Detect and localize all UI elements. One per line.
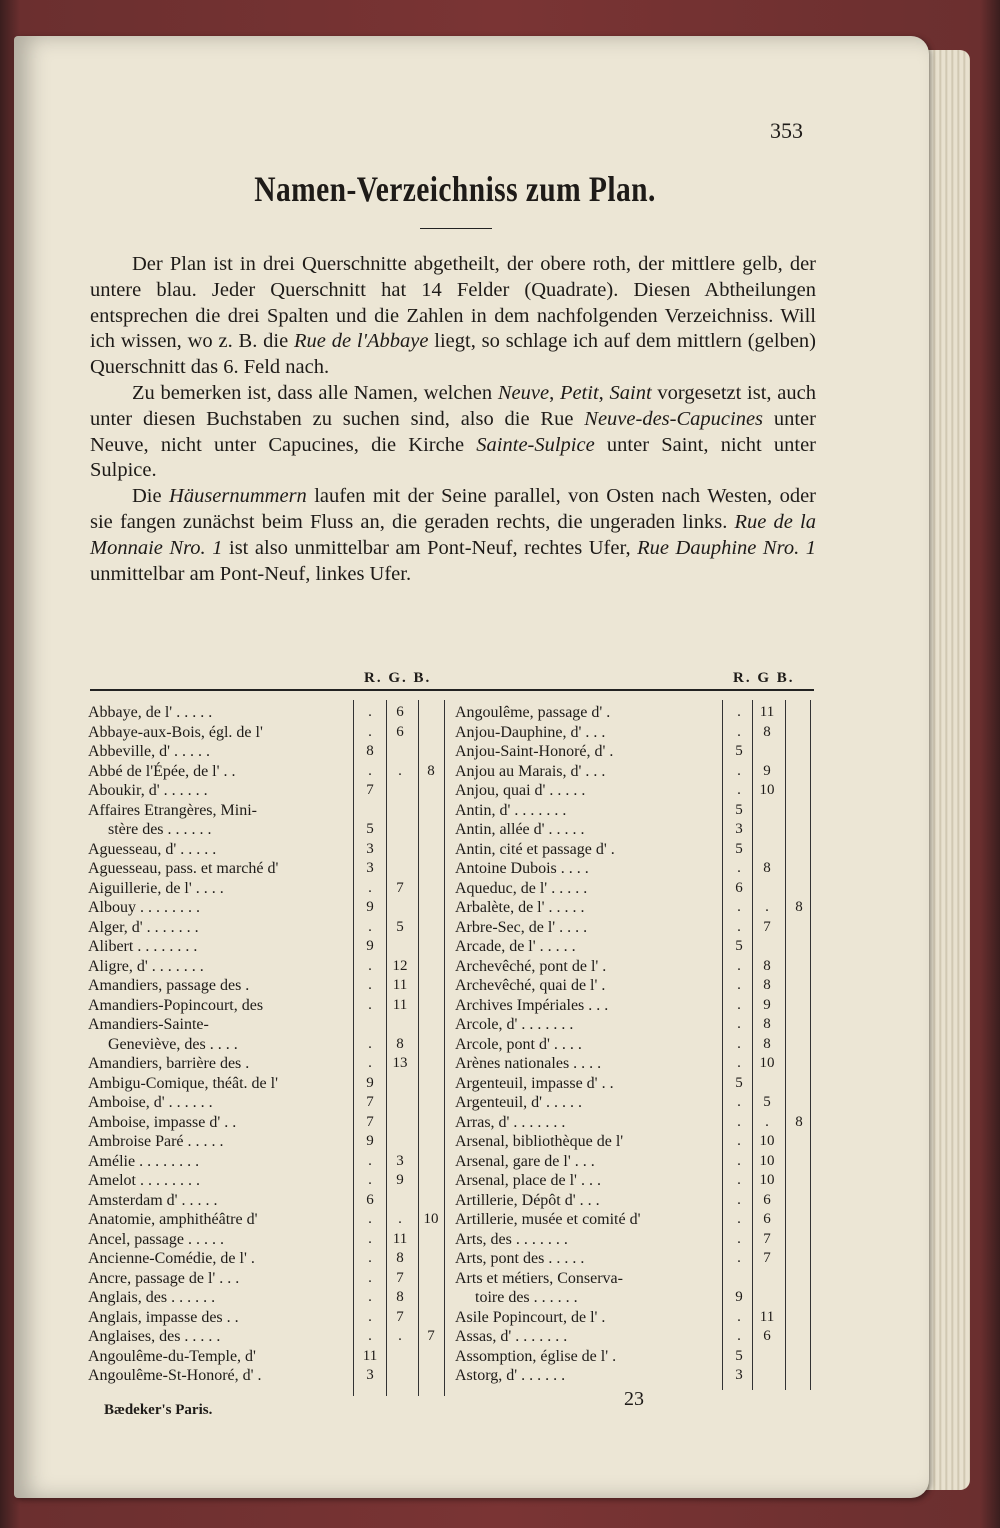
- entry-g-value: 6: [763, 1191, 771, 1208]
- column-rule: [418, 700, 419, 1396]
- column-rule: [386, 700, 387, 1396]
- entry-r-value: 5: [366, 821, 374, 837]
- intro-text-run: Zu bemerken ist, dass alle Namen, welchen: [132, 381, 498, 404]
- index-entry: [88, 1210, 448, 1230]
- entry-name: Abbaye-aux-Bois, égl. de l': [88, 723, 263, 741]
- entry-name: Asile Popincourt, de l' .: [455, 1308, 606, 1326]
- index-entry: [455, 1152, 815, 1172]
- entry-g-value: 12: [392, 957, 408, 974]
- index-entry: [88, 1230, 448, 1250]
- index-entry: [455, 1054, 815, 1074]
- index-entry: [88, 859, 448, 879]
- entry-r-value: .: [737, 704, 741, 720]
- entry-r-value: 5: [735, 801, 743, 818]
- index-entry: [455, 1113, 815, 1133]
- index-entry: [455, 898, 815, 918]
- entry-r-value: .: [368, 1250, 372, 1266]
- index-entry: [88, 1132, 448, 1152]
- entry-name: Amelot . . . . . . . .: [88, 1172, 200, 1189]
- entry-name: Arsenal, place de l' . . .: [455, 1172, 601, 1189]
- entry-r-value: .: [737, 918, 741, 935]
- right-index-column: [455, 703, 815, 1386]
- index-entry: [88, 1269, 448, 1289]
- intro-text-run: vorgesetzt ist, auch unter diesen Buchstaben zu suchen sind, also die Rue: [90, 381, 816, 430]
- entry-name: Assas, d' . . . . . . .: [455, 1328, 568, 1345]
- index-entry: [455, 1210, 815, 1230]
- table-top-rule: [90, 689, 814, 691]
- entry-g-value: .: [398, 762, 402, 779]
- entry-g-value: 8: [396, 1289, 404, 1305]
- entry-r-value: 8: [366, 743, 374, 759]
- entry-r-value: .: [737, 977, 741, 993]
- entry-r-value: .: [368, 918, 372, 935]
- index-entry: [455, 1327, 815, 1347]
- index-entry: [88, 1074, 448, 1094]
- entry-g-value: .: [765, 899, 769, 915]
- entry-r-value: .: [368, 1172, 372, 1188]
- entry-name: Arras, d' . . . . . . .: [455, 1113, 566, 1131]
- intro-paragraph: [90, 381, 816, 484]
- entry-r-value: .: [368, 1055, 372, 1071]
- entry-r-value: .: [737, 996, 741, 1013]
- entry-r-value: .: [368, 1269, 372, 1286]
- entry-name: Ambroise Paré . . . . .: [88, 1133, 224, 1150]
- column-rule: [810, 700, 811, 1390]
- intro-italic-run: Neuve: [497, 381, 550, 404]
- entry-g-value: 8: [763, 1016, 771, 1032]
- entry-name: Aguesseau, pass. et marché d': [88, 860, 279, 877]
- intro-text-run: unter Saint, nicht unter Sulpice.: [90, 433, 817, 482]
- index-entry: [88, 1113, 448, 1133]
- index-entry: [455, 1249, 815, 1269]
- index-entry: [455, 1015, 815, 1035]
- entry-g-value: 6: [763, 1328, 771, 1344]
- entry-r-value: .: [737, 1172, 741, 1188]
- entry-name: Anatomie, amphithéâtre d': [88, 1211, 258, 1228]
- entry-name: Affaires Etrangères, Mini-: [88, 801, 257, 819]
- entry-r-value: 3: [366, 1367, 374, 1383]
- entry-b-value: 7: [427, 1328, 435, 1344]
- entry-name: Angoulême-St-Honoré, d' .: [88, 1367, 262, 1384]
- entry-name: Artillerie, Dépôt d' . . .: [455, 1191, 600, 1209]
- index-entry: [88, 1152, 448, 1172]
- entry-name: Aiguillerie, de l' . . . .: [88, 879, 224, 897]
- entry-name: Abbé de l'Épée, de l' . .: [88, 762, 236, 780]
- column-rule: [752, 700, 753, 1390]
- entry-name: Arts et métiers, Conserva-: [455, 1269, 623, 1287]
- entry-g-value: 10: [759, 782, 775, 798]
- entry-r-value: .: [737, 1035, 741, 1052]
- index-entry: [88, 762, 448, 782]
- index-entry: [88, 976, 448, 996]
- entry-name: Ambigu-Comique, théât. de l': [88, 1074, 278, 1092]
- index-entry: [455, 723, 815, 743]
- index-entry: [455, 937, 815, 957]
- index-entry: [88, 918, 448, 938]
- entry-name: Arbre-Sec, de l' . . . .: [455, 918, 588, 936]
- entry-name: Arts, des . . . . . . .: [455, 1230, 568, 1248]
- entry-r-value: 7: [366, 1113, 374, 1130]
- index-entry: [88, 898, 448, 918]
- index-entry: [455, 781, 815, 801]
- column-header-right: R. G B.: [733, 670, 795, 686]
- index-entry: [455, 1171, 815, 1191]
- entry-g-value: 6: [763, 1211, 771, 1227]
- index-entry: [455, 801, 815, 821]
- index-entry: [88, 820, 448, 840]
- entry-name: Amsterdam d' . . . . .: [88, 1191, 218, 1209]
- entry-r-value: 5: [735, 743, 743, 759]
- entry-name: Anglais, impasse des . .: [88, 1308, 239, 1326]
- intro-text-run: ,: [549, 381, 560, 404]
- entry-r-value: .: [368, 1230, 372, 1247]
- intro-italic-run: Sainte-Sulpice: [476, 433, 595, 456]
- column-rule: [722, 700, 723, 1390]
- entry-r-value: .: [368, 762, 372, 779]
- entry-r-value: 6: [366, 1191, 374, 1208]
- entry-name: Anglais, des . . . . . .: [88, 1289, 216, 1306]
- entry-r-value: 5: [735, 1347, 743, 1364]
- entry-b-value: 10: [423, 1211, 439, 1227]
- entry-r-value: .: [737, 1191, 741, 1208]
- entry-r-value: .: [737, 723, 741, 740]
- intro-paragraph: [90, 484, 816, 587]
- entry-r-value: .: [368, 1308, 372, 1325]
- entry-name: Artillerie, musée et comité d': [455, 1211, 641, 1228]
- entry-name: Aguesseau, d' . . . . .: [88, 840, 217, 858]
- entry-b-value: 8: [427, 762, 435, 779]
- entry-name: Albouy . . . . . . . .: [88, 899, 200, 916]
- entry-g-value: 7: [396, 1308, 404, 1325]
- entry-r-value: 9: [366, 1133, 374, 1149]
- entry-name: Arsenal, gare de l' . . .: [455, 1152, 595, 1170]
- entry-name: Amboise, d' . . . . . .: [88, 1094, 213, 1111]
- entry-r-value: .: [737, 1211, 741, 1227]
- entry-g-value: 7: [396, 1269, 404, 1286]
- index-entry: [88, 957, 448, 977]
- intro-italic-run: Rue de l'Abbaye: [294, 330, 429, 353]
- entry-name: Astorg, d' . . . . . .: [455, 1367, 566, 1384]
- intro-text: [90, 252, 816, 587]
- entry-g-value: 11: [759, 704, 775, 720]
- entry-g-value: 6: [396, 704, 404, 720]
- index-entry: [455, 840, 815, 860]
- entry-name: Anjou-Saint-Honoré, d' .: [455, 743, 614, 760]
- index-entry: [455, 1347, 815, 1367]
- entry-r-value: 11: [362, 1347, 378, 1364]
- entry-r-value: .: [368, 704, 372, 720]
- entry-g-value: 5: [396, 918, 404, 935]
- footer-publisher: Bædeker's Paris.: [104, 1402, 213, 1418]
- page-title: Namen-Verzeichniss zum Plan.: [254, 169, 656, 209]
- entry-r-value: .: [737, 1055, 741, 1071]
- entry-name: Arts, pont des . . . . .: [455, 1250, 585, 1267]
- entry-r-value: 9: [366, 1074, 374, 1091]
- column-header-left: R. G. B.: [364, 670, 432, 686]
- index-entry: [88, 937, 448, 957]
- entry-g-value: 5: [763, 1094, 771, 1110]
- entry-name: Amélie . . . . . . . .: [88, 1152, 200, 1170]
- index-entry: [455, 1230, 815, 1250]
- entry-r-value: 3: [735, 821, 743, 837]
- entry-r-value: .: [368, 879, 372, 896]
- entry-r-value: .: [368, 1289, 372, 1305]
- entry-g-value: 10: [759, 1152, 775, 1169]
- entry-name: Arcole, pont d' . . . .: [455, 1035, 582, 1053]
- entry-name: Abbeville, d' . . . . .: [88, 743, 210, 760]
- index-entry: [88, 1366, 448, 1386]
- entry-name: Aboukir, d' . . . . . .: [88, 782, 208, 799]
- intro-text-run: Die: [132, 485, 170, 508]
- index-entry: [88, 1054, 448, 1074]
- entry-r-value: 3: [366, 860, 374, 876]
- entry-name: Geneviève, des . . . .: [108, 1035, 238, 1053]
- entry-r-value: .: [737, 1113, 741, 1130]
- intro-paragraph: [90, 252, 816, 381]
- entry-r-value: 9: [366, 938, 374, 954]
- entry-r-value: .: [737, 1133, 741, 1149]
- entry-g-value: 9: [763, 996, 771, 1013]
- index-entry: [455, 1288, 815, 1308]
- entry-name: Ancel, passage . . . . .: [88, 1230, 224, 1248]
- entry-g-value: 10: [759, 1055, 775, 1071]
- intro-text-run: unmittelbar am Pont-Neuf, linkes Ufer.: [90, 562, 412, 585]
- entry-b-value: 8: [795, 1113, 803, 1130]
- intro-text-run: ist also unmittelbar am Pont-Neuf, rechtes Ufer,: [222, 536, 638, 559]
- entry-g-value: 11: [392, 996, 408, 1013]
- entry-r-value: .: [368, 1152, 372, 1169]
- entry-g-value: .: [398, 1211, 402, 1227]
- index-entry: [455, 918, 815, 938]
- entry-g-value: 6: [396, 723, 404, 740]
- index-entry: [88, 1308, 448, 1328]
- entry-g-value: 7: [763, 1230, 771, 1247]
- index-entry: [88, 1288, 448, 1308]
- entry-g-value: 8: [396, 1250, 404, 1266]
- entry-name: Assomption, église de l' .: [455, 1347, 617, 1365]
- entry-r-value: .: [737, 1094, 741, 1110]
- entry-r-value: 9: [735, 1289, 743, 1305]
- title-divider: [420, 228, 492, 229]
- entry-name: Argenteuil, impasse d' . .: [455, 1074, 614, 1092]
- index-entry: [88, 1171, 448, 1191]
- entry-g-value: .: [398, 1328, 402, 1344]
- page-number: 353: [770, 118, 803, 143]
- entry-g-value: .: [765, 1113, 769, 1130]
- entry-g-value: 10: [759, 1172, 775, 1188]
- index-entry: [88, 840, 448, 860]
- intro-text-run: ,: [598, 381, 610, 404]
- entry-name: Argenteuil, d' . . . . .: [455, 1094, 583, 1111]
- intro-text-run: unter Neuve, nicht unter Capucines, die Kirche: [90, 407, 816, 456]
- entry-name: Anjou-Dauphine, d' . . .: [455, 723, 606, 741]
- index-entry: [88, 742, 448, 762]
- entry-r-value: .: [737, 1230, 741, 1247]
- entry-name: Antin, allée d' . . . . .: [455, 821, 585, 838]
- entry-r-value: .: [368, 977, 372, 993]
- entry-r-value: 6: [735, 879, 743, 896]
- index-entry: [455, 1132, 815, 1152]
- signature-mark: 23: [624, 1388, 644, 1410]
- entry-r-value: 7: [366, 1094, 374, 1110]
- column-rule: [353, 700, 354, 1396]
- entry-r-value: .: [737, 782, 741, 798]
- entry-r-value: .: [737, 762, 741, 779]
- column-rule: [785, 700, 786, 1390]
- index-entry: [455, 1035, 815, 1055]
- entry-r-value: 5: [735, 1074, 743, 1091]
- entry-g-value: 8: [763, 957, 771, 974]
- entry-r-value: .: [368, 957, 372, 974]
- entry-g-value: 8: [763, 860, 771, 876]
- entry-r-value: .: [737, 1152, 741, 1169]
- entry-r-value: 5: [735, 840, 743, 857]
- index-entry: [88, 1191, 448, 1211]
- entry-name: Arcole, d' . . . . . . .: [455, 1016, 574, 1033]
- entry-name: Angoulême, passage d' .: [455, 704, 611, 721]
- entry-r-value: 5: [735, 938, 743, 954]
- intro-text-run: laufen mit der Seine parallel, von Osten nach Westen, oder sie fangen zunächst beim Fluss an, die geraden rechts, die ungeraden links.: [90, 485, 816, 533]
- intro-italic-run: Häusernummern: [169, 485, 307, 508]
- entry-name: Abbaye, de l' . . . . .: [88, 704, 213, 721]
- entry-g-value: 7: [396, 879, 404, 896]
- entry-name: Arsenal, bibliothèque de l': [455, 1133, 624, 1150]
- entry-r-value: 7: [366, 782, 374, 798]
- entry-b-value: 8: [795, 899, 803, 915]
- index-entry: [88, 1249, 448, 1269]
- entry-r-value: .: [368, 996, 372, 1013]
- entry-name: Amandiers-Sainte-: [88, 1016, 209, 1033]
- entry-r-value: .: [737, 1328, 741, 1344]
- entry-name: Amandiers, passage des .: [88, 977, 250, 994]
- index-entry: [455, 957, 815, 977]
- entry-g-value: 8: [763, 723, 771, 740]
- entry-r-value: .: [368, 723, 372, 740]
- entry-name: Amboise, impasse d' . .: [88, 1113, 237, 1131]
- entry-name: Arbalète, de l' . . . . .: [455, 899, 585, 916]
- entry-name: Antin, d' . . . . . . .: [455, 801, 567, 819]
- entry-g-value: 7: [763, 1250, 771, 1266]
- index-entry: [455, 820, 815, 840]
- index-entry: [455, 996, 815, 1016]
- index-entry: [88, 781, 448, 801]
- entry-g-value: 10: [759, 1133, 775, 1149]
- entry-g-value: 11: [759, 1308, 775, 1325]
- index-entry: [455, 859, 815, 879]
- entry-name: Amandiers-Popincourt, des: [88, 996, 264, 1014]
- index-entry: [88, 1015, 448, 1035]
- entry-g-value: 9: [763, 762, 771, 779]
- entry-name: Alibert . . . . . . . .: [88, 938, 198, 955]
- column-rule: [444, 700, 445, 1396]
- entry-r-value: .: [368, 1328, 372, 1344]
- entry-name: Arcade, de l' . . . . .: [455, 938, 576, 955]
- intro-italic-run: Neuve-des-Capucines: [584, 407, 764, 430]
- entry-name: Amandiers, barrière des .: [88, 1055, 250, 1072]
- entry-r-value: .: [737, 1250, 741, 1266]
- entry-r-value: .: [737, 1308, 741, 1325]
- index-entry: [88, 1035, 448, 1055]
- index-entry: [88, 879, 448, 899]
- index-entry: [88, 996, 448, 1016]
- entry-name: stère des . . . . . .: [108, 821, 212, 838]
- intro-text-run: liegt, so schlage ich auf dem mittlern (gelben) Querschnitt das 6. Feld nach.: [90, 330, 816, 379]
- entry-name: Archevêché, quai de l' .: [455, 977, 606, 994]
- index-entry: [88, 1327, 448, 1347]
- entry-g-value: 8: [763, 1035, 771, 1052]
- entry-g-value: 13: [392, 1055, 408, 1071]
- entry-name: Antoine Dubois . . . .: [455, 860, 589, 877]
- intro-italic-run: Rue de la Monnaie Nro. 1: [90, 510, 816, 559]
- index-entry: [455, 976, 815, 996]
- entry-r-value: 3: [735, 1367, 743, 1383]
- entry-r-value: 3: [366, 840, 374, 857]
- index-entry: [455, 1308, 815, 1328]
- index-entry: [455, 742, 815, 762]
- entry-name: Archevêché, pont de l' .: [455, 957, 607, 975]
- entry-name: Antin, cité et passage d' .: [455, 840, 615, 858]
- intro-italic-run: Saint: [609, 381, 652, 404]
- entry-g-value: 11: [392, 977, 408, 993]
- entry-g-value: 9: [396, 1172, 404, 1188]
- index-entry: [455, 1269, 815, 1289]
- intro-italic-run: Petit: [559, 381, 599, 404]
- index-entry: [455, 1074, 815, 1094]
- entry-g-value: 3: [396, 1152, 404, 1169]
- entry-g-value: 11: [392, 1230, 408, 1247]
- entry-r-value: .: [368, 1035, 372, 1052]
- entry-r-value: 9: [366, 899, 374, 915]
- entry-name: Angoulême-du-Temple, d': [88, 1347, 256, 1365]
- index-entry: [455, 1366, 815, 1386]
- entry-name: Alger, d' . . . . . . .: [88, 918, 199, 936]
- entry-name: Aligre, d' . . . . . . .: [88, 957, 204, 975]
- entry-name: Arènes nationales . . . .: [455, 1055, 602, 1072]
- entry-r-value: .: [737, 899, 741, 915]
- entry-g-value: 8: [763, 977, 771, 993]
- index-entry: [88, 723, 448, 743]
- intro-text-run: Der Plan ist in drei Querschnitte abgetheilt, der obere roth, der mittlere gelb, der untere blau. Jeder Querschnitt hat 14 Felder (Quadrate). Diesen Abtheilungen entsprechen die drei Spalten und die Zahlen in dem nachfolgenden Verzeichniss. Will ich wissen, wo z. B. die: [90, 253, 816, 353]
- index-entry: [455, 1093, 815, 1113]
- entry-r-value: .: [737, 860, 741, 876]
- index-entry: [88, 1347, 448, 1367]
- index-entry: [455, 1191, 815, 1211]
- entry-r-value: .: [368, 1211, 372, 1227]
- entry-name: Anjou, quai d' . . . . .: [455, 782, 586, 799]
- index-entry: [88, 801, 448, 821]
- entry-r-value: .: [737, 1016, 741, 1032]
- entry-g-value: 7: [763, 918, 771, 935]
- left-index-column: [88, 703, 448, 1386]
- entry-name: Anjou au Marais, d' . . .: [455, 762, 606, 780]
- entry-r-value: .: [737, 957, 741, 974]
- intro-italic-run: Rue Dauphine Nro. 1: [637, 536, 816, 559]
- index-entry: [88, 703, 448, 723]
- entry-name: Ancre, passage de l' . . .: [88, 1269, 240, 1287]
- index-entry: [455, 762, 815, 782]
- entry-name: Aqueduc, de l' . . . . .: [455, 879, 588, 897]
- entry-g-value: 8: [396, 1035, 404, 1052]
- entry-name: Archives Impériales . . .: [455, 996, 609, 1014]
- index-entry: [88, 1093, 448, 1113]
- entry-name: Ancienne-Comédie, de l' .: [88, 1250, 255, 1267]
- entry-name: Anglaises, des . . . . .: [88, 1328, 221, 1345]
- index-entry: [455, 703, 815, 723]
- index-entry: [455, 879, 815, 899]
- entry-name: toire des . . . . . .: [475, 1289, 578, 1306]
